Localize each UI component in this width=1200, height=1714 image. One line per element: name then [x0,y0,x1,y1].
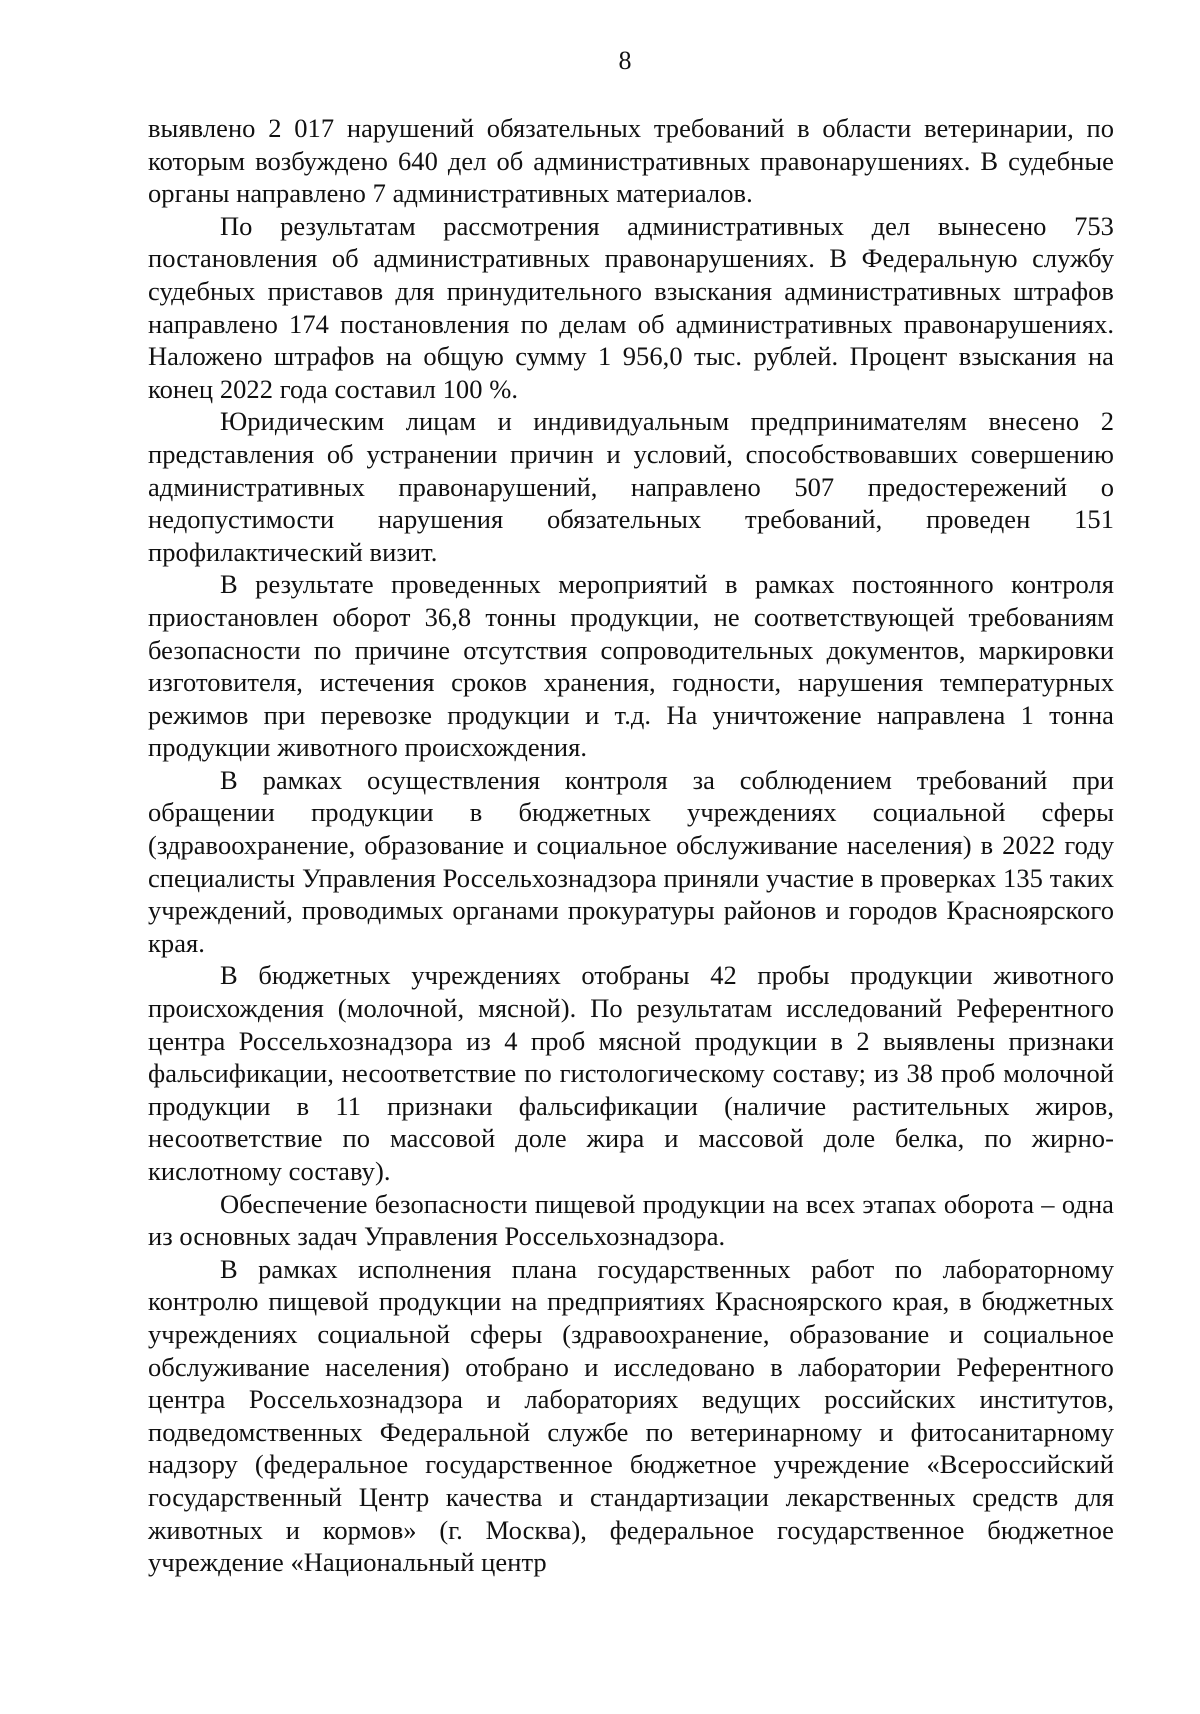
paragraph-violations: выявлено 2 017 нарушений обязательных требований в области ветеринарии, по которым возбуждено 640 дел об административных правонарушениях. В судебные органы направлено 7 административных материалов. [148,113,1114,209]
page-number: 8 [618,46,632,75]
paragraph-suspended-products: В результате проведенных мероприятий в рамках постоянного контроля приостановлен оборот 36,8 тонны продукции, не соответствующей требованиям безопасности по причине отсутствия сопроводительных документов, маркировки изготовителя, истечения сроков хранения, годности, нарушения температурных режимов при перевозке продукции и т.д. На уничтожение направлена 1 тонна продукции животного происхождения. [148,569,1114,763]
paragraph-samples: В бюджетных учреждениях отобраны 42 пробы продукции животного происхождения (молочной, мясной). По результатам исследований Референтного центра Россельхознадзора из 4 проб мясной продукции в 2 выявлены признаки фальсификации, несоответствие по гистологическому составу; из 38 проб молочной продукции в 11 признаки фальсификации (наличие растительных жиров, несоответствие по массовой доле жира и массовой доле белка, по жирно-кислотному составу). [148,960,1114,1186]
paragraph-lab-control: В рамках исполнения плана государственных работ по лабораторному контролю пищевой продукции на предприятиях Красноярского края, в бюджетных учреждениях социальной сферы (здравоохранение, образование и социальное обслуживание населения) отобрано и исследовано в лаборатории Референтного центра Россельхознадзора и лабораториях ведущих российских институтов, подведомственных Федеральной службе по ветеринарному и фитосанитарному надзору (федеральное государственное бюджетное учреждение «Всероссийский государственный Центр качества и стандартизации лекарственных средств для животных и кормов» (г. Москва), федеральное государственное бюджетное учреждение «Национальный центр [148,1253,1114,1578]
paragraph-food-safety: Обеспечение безопасности пищевой продукции на всех этапах оборота – одна из основных задач Управления Россельхознадзора. [148,1188,1114,1252]
paragraph-prevention: Юридическим лицам и индивидуальным предпринимателям внесено 2 представления об устранении причин и условий, способствовавших совершению административных правонарушений, направлено 507 предостережений о недопустимости нарушения обязательных требований, проведен 151 профилактический визит. [148,406,1114,567]
document-body [148,112,1114,1579]
paragraph-resolutions: По результатам рассмотрения административных дел вынесено 753 постановления об административных правонарушениях. В Федеральную службу судебных приставов для принудительного взыскания административных штрафов направлено 174 постановления по делам об административных правонарушениях. Наложено штрафов на общую сумму 1 956,0 тыс. рублей. Процент взыскания на конец 2022 года составил 100 %. [148,210,1114,404]
paragraph-budget-institutions: В рамках осуществления контроля за соблюдением требований при обращении продукции в бюджетных учреждениях социальной сферы (здравоохранение, образование и социальное обслуживание населения) в 2022 году специалисты Управления Россельхознадзора приняли участие в проверках 135 таких учреждений, проводимых органами прокуратуры районов и городов Красноярского края. [148,764,1114,958]
